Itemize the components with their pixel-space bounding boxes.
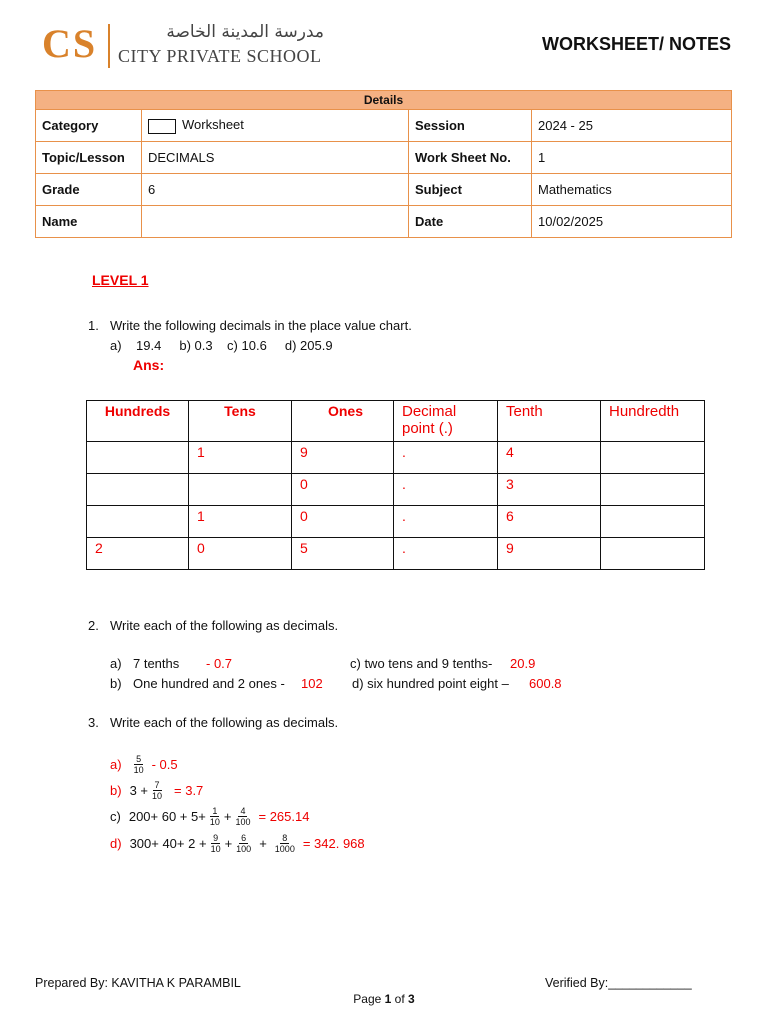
cell (601, 442, 705, 474)
subject-value: Mathematics (532, 174, 732, 206)
q3-c-answer: = 265.14 (258, 808, 310, 824)
cell: . (394, 442, 498, 474)
q3-b-expr: 3 + (129, 782, 148, 798)
grade-label: Grade (36, 174, 142, 206)
fraction: $\frac{5}{10}$ (133, 753, 144, 775)
level-heading: LEVEL 1 (92, 272, 149, 288)
fraction: $\frac{9}{10}$ (210, 832, 221, 854)
cell: 0 (292, 506, 394, 538)
checkbox-icon (148, 119, 176, 134)
question-3-number: 3. (88, 715, 99, 730)
school-logo-letters: CS (42, 21, 98, 66)
worksheet-no-value: 1 (532, 142, 732, 174)
header-hundreds: Hundreds (87, 401, 189, 442)
cell: 4 (498, 442, 601, 474)
plus-sign: + (223, 808, 232, 824)
cell: 1 (189, 442, 292, 474)
cell: 9 (498, 538, 601, 570)
answer-label: Ans: (133, 357, 165, 373)
cell: . (394, 506, 498, 538)
document-title: WORKSHEET/ NOTES (541, 34, 731, 54)
school-name-english: CITY PRIVATE SCHOOL (118, 46, 322, 66)
details-table (35, 90, 732, 238)
question-2-text: Write each of the following as decimals. (110, 618, 339, 633)
fraction: $\frac{1}{10}$ (209, 805, 220, 827)
cell (87, 506, 189, 538)
q2-a-answer: - 0.7 (206, 656, 233, 671)
topic-value: DECIMALS (142, 142, 409, 174)
q2-b-text: One hundred and 2 ones - (133, 676, 285, 691)
q2-c-answer: 20.9 (510, 656, 536, 671)
q2-b-answer: 102 (301, 676, 323, 691)
cell (601, 474, 705, 506)
details-row (36, 174, 732, 206)
q3-c-line (110, 802, 309, 830)
name-value[interactable] (142, 206, 409, 238)
subject-label: Subject (409, 174, 532, 206)
chart-header-row (87, 401, 705, 442)
cell: 5 (292, 538, 394, 570)
cell: 3 (498, 474, 601, 506)
category-value: Worksheet (142, 110, 409, 142)
cell: . (394, 538, 498, 570)
verified-by: Verified By:____________ (545, 976, 692, 990)
table-row (87, 474, 705, 506)
worksheet-no-label: Work Sheet No. (409, 142, 532, 174)
cell (87, 442, 189, 474)
header-ones: Ones (292, 401, 394, 442)
session-value: 2024 - 25 (532, 110, 732, 142)
q2-d-answer: 600.8 (529, 676, 562, 691)
question-2-number: 2. (88, 618, 99, 633)
q3-b-line (110, 776, 203, 804)
q3-c-label: c) (110, 808, 121, 824)
name-label: Name (36, 206, 142, 238)
table-row (87, 506, 705, 538)
place-value-chart (86, 400, 705, 570)
q2-b-label: b) (110, 676, 122, 691)
plus-sign: + (259, 835, 267, 851)
grade-value: 6 (142, 174, 409, 206)
q2-d-text: d) six hundred point eight – (352, 676, 509, 691)
cell: 1 (189, 506, 292, 538)
question-1-text: Write the following decimals in the place value chart. (110, 318, 412, 333)
question-1-items: a) 19.4 b) 0.3 c) 10.6 d) 205.9 (110, 338, 333, 353)
header-tenth: Tenth (498, 401, 601, 442)
details-heading: Details (36, 91, 732, 110)
q3-d-answer: = 342. 968 (302, 835, 365, 851)
cell (87, 474, 189, 506)
details-row (36, 142, 732, 174)
session-label: Session (409, 110, 532, 142)
cell: 9 (292, 442, 394, 474)
q3-a-answer: - 0.5 (151, 756, 178, 772)
cell: . (394, 474, 498, 506)
fraction: $\frac{4}{100}$ (235, 805, 251, 827)
details-row (36, 206, 732, 238)
cell: 0 (189, 538, 292, 570)
details-row (36, 110, 732, 142)
logo-divider (108, 24, 110, 68)
date-label: Date (409, 206, 532, 238)
cell: 2 (87, 538, 189, 570)
q3-c-expr: 200+ 60 + 5+ (128, 808, 206, 824)
header-decimal-point: Decimal point (.) (394, 401, 498, 442)
fraction: $\frac{7}{10}$ (152, 779, 163, 801)
q3-b-label: b) (110, 782, 122, 798)
q3-d-line (110, 829, 365, 857)
q3-a-line (110, 750, 178, 778)
cell (601, 506, 705, 538)
header-tens: Tens (189, 401, 292, 442)
page-number: Page 1 of 3 (353, 992, 415, 1006)
q2-a-text: 7 tenths (133, 656, 180, 671)
q3-d-label: d) (110, 835, 122, 851)
question-3-text: Write each of the following as decimals. (110, 715, 339, 730)
cell: 6 (498, 506, 601, 538)
date-value: 10/02/2025 (532, 206, 732, 238)
header-hundredth: Hundredth (601, 401, 705, 442)
plus-sign: + (224, 835, 233, 851)
cell (189, 474, 292, 506)
cell: 0 (292, 474, 394, 506)
q2-a-label: a) (110, 656, 122, 671)
q3-b-answer: = 3.7 (174, 782, 204, 798)
q3-a-label: a) (110, 756, 122, 772)
question-1-number: 1. (88, 318, 99, 333)
prepared-by: Prepared By: KAVITHA K PARAMBIL (35, 976, 241, 990)
school-name-arabic: مدرسة المدينة الخاصة (166, 22, 324, 42)
q2-c-text: c) two tens and 9 tenths- (350, 656, 493, 671)
category-label: Category (36, 110, 142, 142)
cell (601, 538, 705, 570)
q3-d-expr: 300+ 40+ 2 + (129, 835, 207, 851)
table-row (87, 538, 705, 570)
topic-label: Topic/Lesson (36, 142, 142, 174)
table-row (87, 442, 705, 474)
fraction: $\frac{6}{100}$ (236, 832, 252, 854)
fraction: $\frac{8}{1000}$ (274, 832, 295, 854)
